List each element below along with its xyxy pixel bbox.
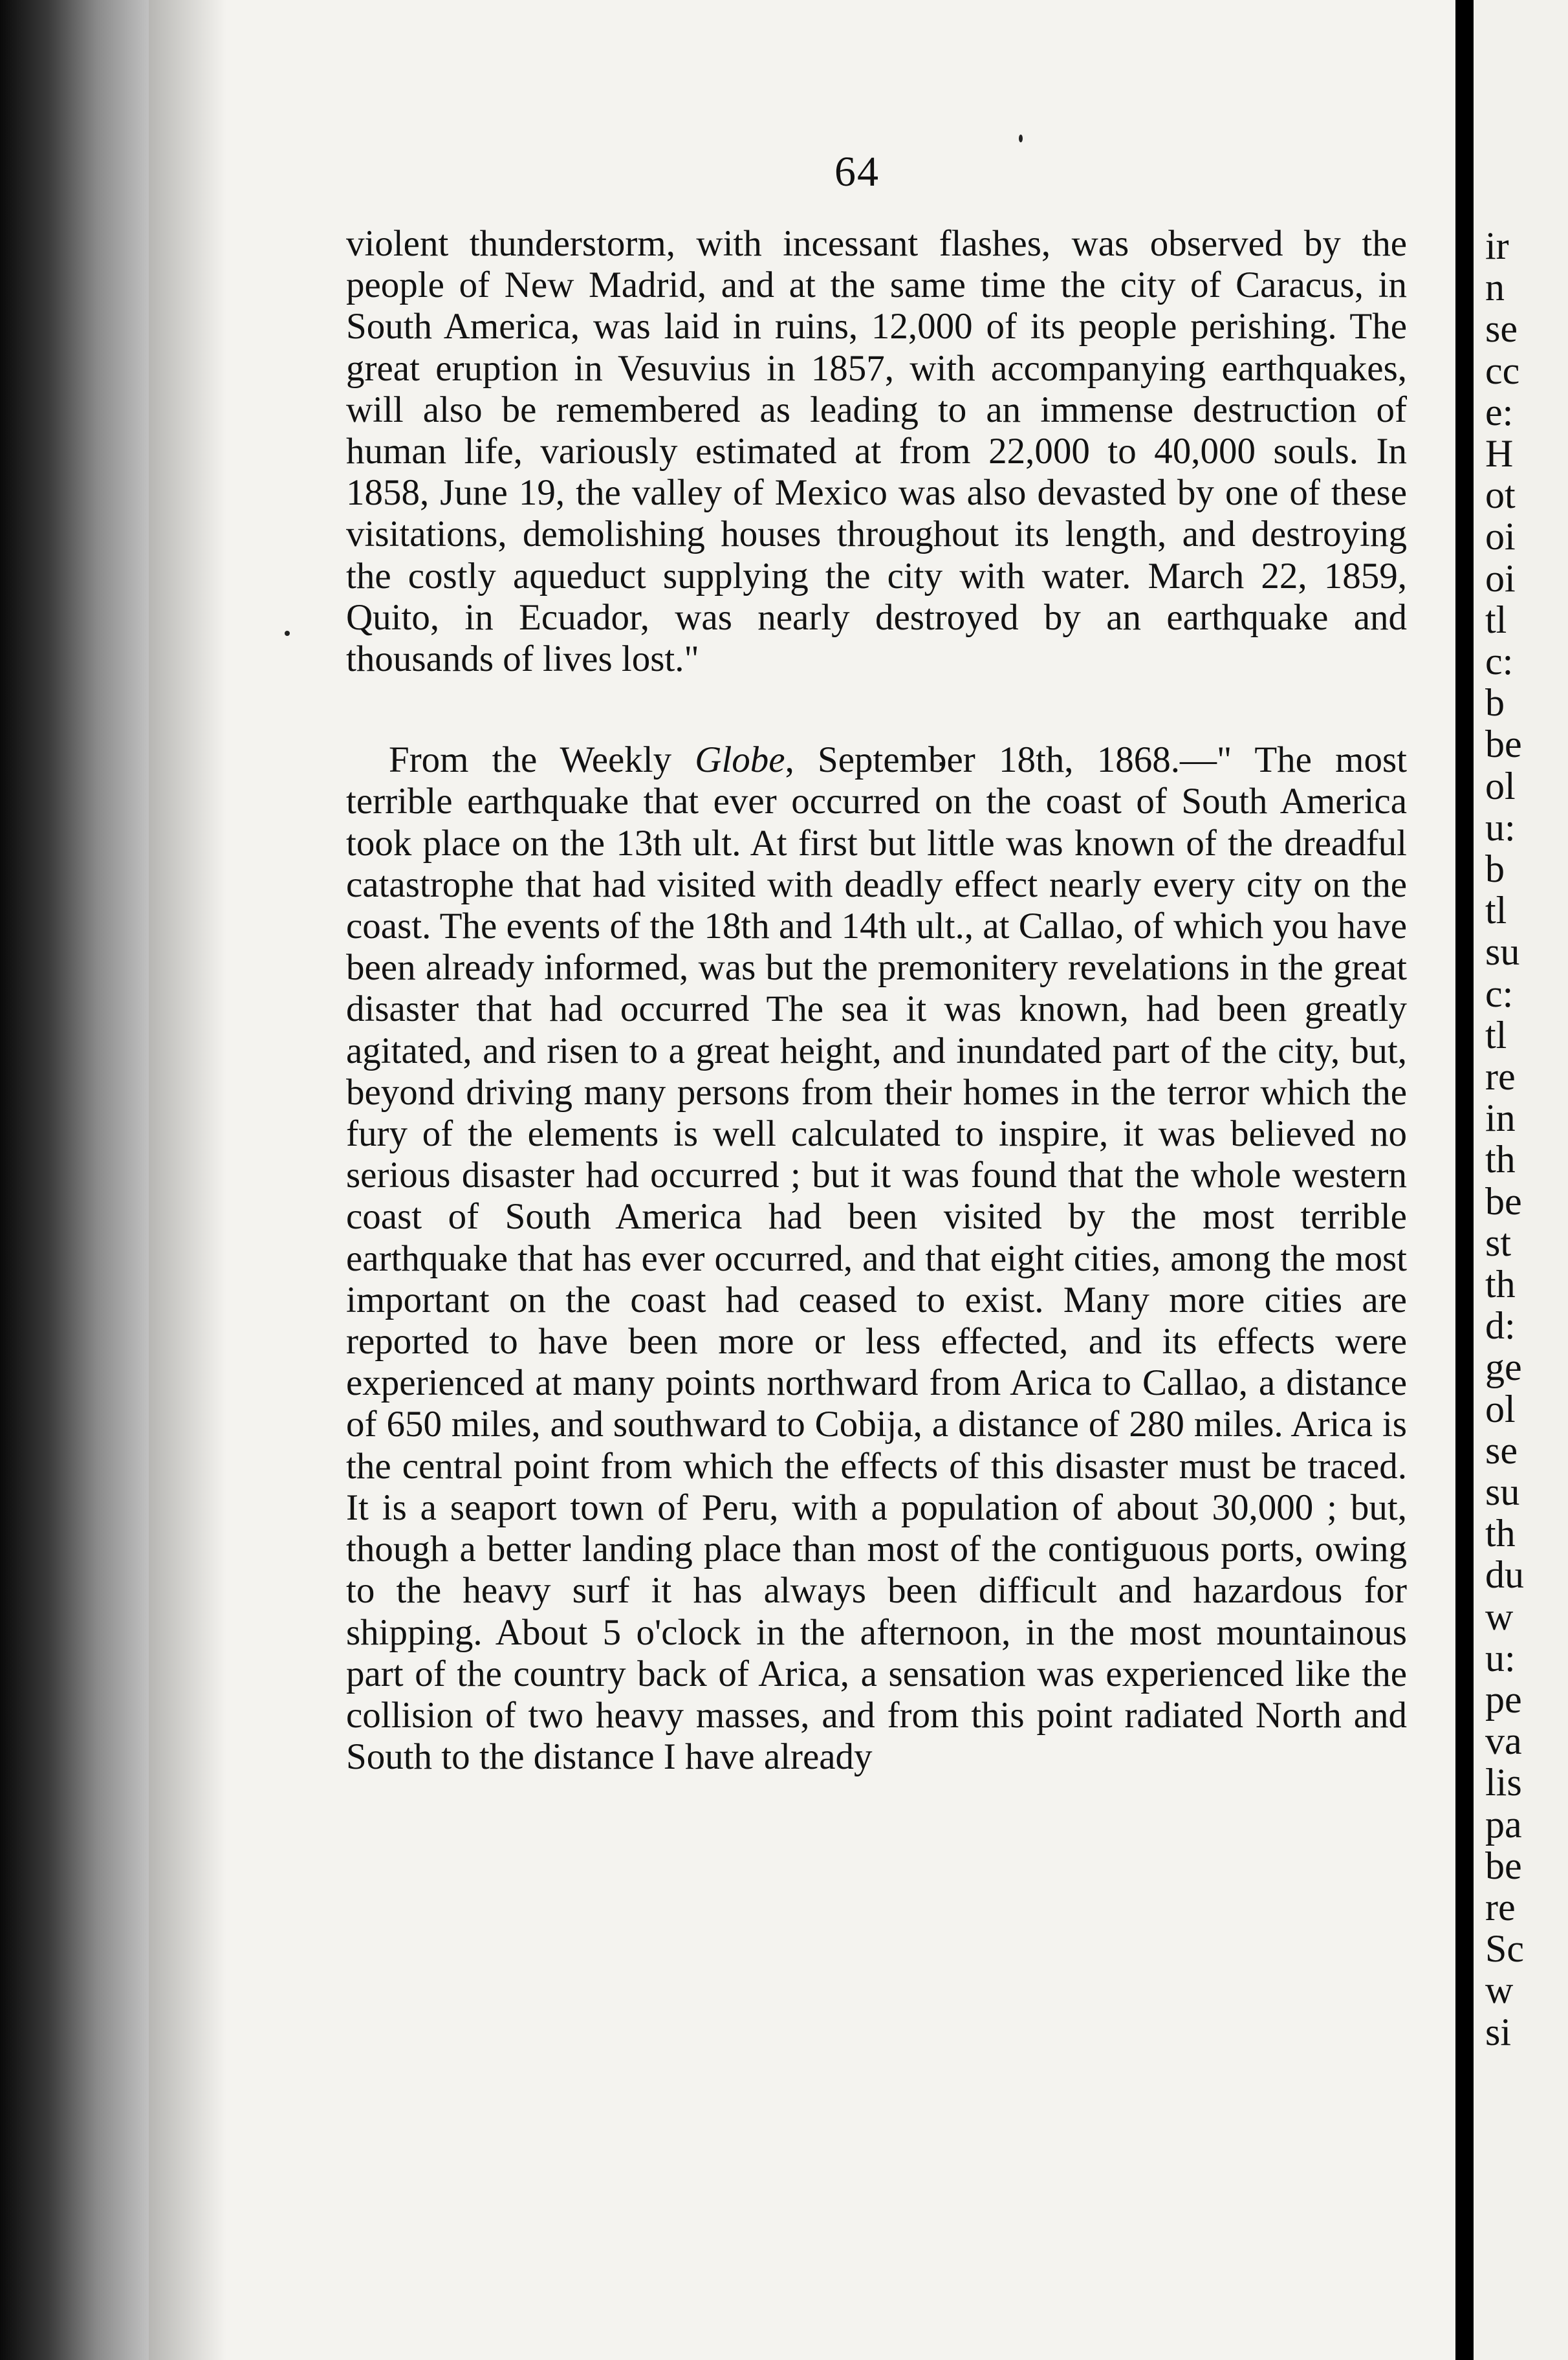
body-text [346,223,1407,1778]
adjacent-page-fragment: b [1485,681,1505,725]
adjacent-page-fragment: du [1485,1553,1524,1597]
adjacent-page-fragment: ol [1485,764,1516,807]
adjacent-page-fragment: oi [1485,515,1516,558]
adjacent-page-fragment: e: [1485,390,1514,433]
adjacent-page-fragment: tl [1485,889,1507,932]
adjacent-page-fragment: su [1485,930,1520,974]
adjacent-page-fragment: se [1485,307,1518,351]
adjacent-page-fragment: Sc [1485,1927,1524,1971]
adjacent-page-fragment: u: [1485,1636,1516,1679]
adjacent-page-fragment: d: [1485,1304,1516,1348]
adjacent-page-fragment: th [1485,1138,1516,1181]
paragraph-text: violent thunderstorm, with incessant flashes, was observed by the people of New Madrid, and at the same time the city of Caracus, in South America, was laid in ruins, 12,000 of its people perishing. The great eruption in Vesuvius in 1857, with accompanying earthquakes, will also be remembered as leading to an immense destruction of human life, variously estimated at from 22,000 to 40,000 souls. In 1858, June 19, the valley of Mexico was also devasted by one of these visitations, demolishing houses throughout its length, and destroying the costly aqueduct supplying the city with water. March 22, 1859, Quito, in Ecuador, was nearly destroyed by an earthquake and thousands of lives lost." [346,223,1407,680]
adjacent-page-fragment: n [1485,266,1505,309]
print-speck [285,631,290,636]
adjacent-page-fragment: ol [1485,1387,1516,1430]
adjacent-page-fragment: c: [1485,972,1514,1015]
adjacent-page-fragment: be [1485,1179,1522,1223]
paragraph-text: From the Weekly [389,739,695,781]
adjacent-page-fragment: si [1485,2010,1512,2053]
adjacent-page-fragment: w [1485,1595,1514,1638]
adjacent-page-fragment: re [1485,1886,1516,1928]
adjacent-page-fragment: w [1485,1969,1514,2012]
adjacent-page-fragment: H [1485,432,1514,475]
adjacent-page-fragment: ge [1485,1346,1522,1389]
adjacent-page-fragment: re [1485,1055,1516,1098]
book-binding-edge [0,0,162,2360]
adjacent-page-fragment: th [1485,1263,1516,1306]
adjacent-page-fragment: su [1485,1470,1520,1513]
adjacent-page-fragment: lis [1485,1761,1522,1804]
print-speck [1019,135,1023,142]
adjacent-page-fragment: st [1485,1221,1512,1264]
paragraph [346,739,1407,1778]
adjacent-page-fragment: pe [1485,1678,1522,1721]
adjacent-page-fragment: in [1485,1097,1516,1140]
adjacent-page-fragment: ot [1485,474,1516,517]
page-separator [1455,0,1474,2360]
adjacent-page-fragment: be [1485,1844,1522,1887]
adjacent-page-fragment: cc [1485,349,1520,392]
adjacent-page-fragment: u: [1485,805,1516,849]
adjacent-page-fragment: c: [1485,640,1514,683]
adjacent-page-strip [1474,0,1568,2360]
adjacent-page-fragment: va [1485,1720,1522,1763]
adjacent-page-fragment: se [1485,1428,1518,1472]
adjacent-page-fragment: oi [1485,556,1516,600]
italic-title: Globe [695,739,785,781]
gutter-shadow [149,0,226,2360]
adjacent-page-fragment: ir [1485,224,1509,267]
page-number: 64 [834,148,880,195]
adjacent-page-fragment: be [1485,723,1522,766]
adjacent-page-fragment: tl [1485,598,1507,641]
paragraph-text: , September 18th, 1868.—" The most terrible earthquake that ever occurred on the coast of South America took place on the 13th ult. At first but little was known of the dreadful catastrophe that had visited with deadly effect nearly every city on the coast. The events of the 18th and 14th ult., at Callao, of which you have been already informed, was but the premonitery revelations in the great disaster that had occurred The sea it was known, had been greatly agitated, and risen to a great height, and inundated part of the city, but, beyond driving many persons from their homes in the terror which the fury of the elements is well calculated to inspire, it was believed no serious disaster had occurred ; but it was found that the whole western coast of South America had been visited by the most terrible earthquake that has ever occurred, and that eight cities, among the most important on the coast had ceased to exist. Many more cities are reported to have been more or less effected, and its effects were experienced at many points northward from Arica to Callao, a distance of 650 miles, and southward to Cobija, a distance of 280 miles. Arica is the central point from which the effects of this disaster must be traced. It is a seaport town of Peru, with a population of about 30,000 ; but, though a better landing place than most of the contiguous ports, owing to the heavy surf it has always been difficult and hazardous for shipping. About 5 o'clock in the afternoon, in the most mountainous part of the country back of Arica, a sensation was experienced like the collision of two heavy masses, and from this point radiated North and South to the distance I have already [346,739,1407,1778]
paragraph [346,223,1407,680]
adjacent-page-fragment: tl [1485,1013,1507,1056]
adjacent-page-fragment: th [1485,1512,1516,1555]
adjacent-page-fragment: b [1485,847,1505,890]
adjacent-page-fragment: pa [1485,1802,1522,1846]
